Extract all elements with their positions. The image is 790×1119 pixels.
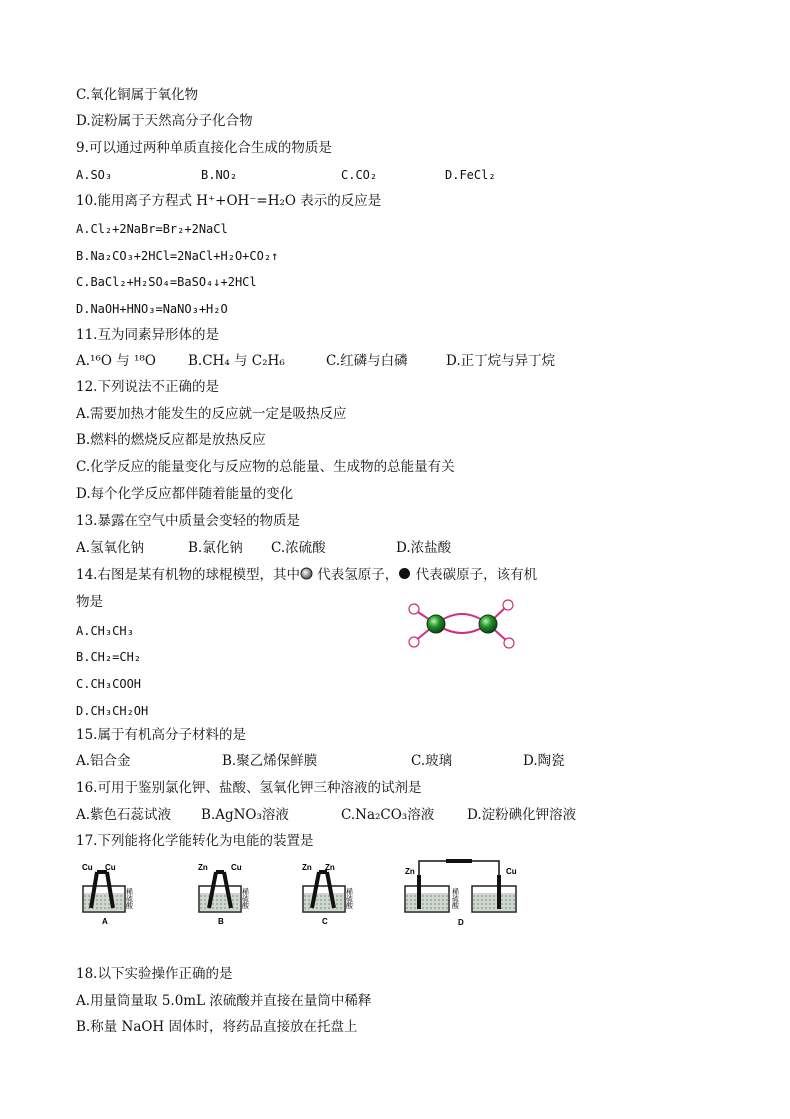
q18-option-a: A.用量筒量取 5.0mL 浓硫酸并直接在量筒中稀释 [76,993,372,1009]
apparatus-a-solution: 稀硫酸 [125,888,133,909]
q10-option-d: D.NaOH+HNO₃=NaNO₃+H₂O [76,302,228,316]
apparatus-a-right-electrode: Cu [105,863,116,872]
apparatus-d-left-electrode: Zn [405,867,415,876]
apparatus-d-solution: 稀硫酸 [451,888,459,909]
q11-option-b: B.CH₄ 与 C₂H₆ [188,353,285,369]
apparatus-d-label: D [458,918,464,927]
q10-option-b: B.Na₂CO₃+2HCl=2NaCl+H₂O+CO₂↑ [76,249,279,263]
q14-stem [76,566,537,585]
q9-option-b: B.NO₂ [201,168,238,182]
q11-stem: 11.互为同素异形体的是 [76,327,219,343]
q18-stem: 18.以下实验操作正确的是 [76,966,233,982]
q11-option-c: C.红磷与白磷 [326,353,408,369]
q14-option-a: A.CH₃CH₃ [76,624,134,638]
apparatus-a-left-electrode: Cu [82,863,93,872]
q14-stem-part3: 代表碳原子，该有机 [411,567,538,583]
q17-stem: 17.下列能将化学能转化为电能的装置是 [76,833,314,849]
hydrogen-atom [409,637,419,647]
q14-stem-part2: 代表氢原子， [312,567,399,583]
q10-stem: 10.能用离子方程式 H⁺+OH⁻=H₂O 表示的反应是 [76,193,382,209]
hydrogen-atom [504,638,514,648]
q8-option-c: C.氧化铜属于氧化物 [76,87,199,103]
hydrogen-atom [409,604,419,614]
q16-option-b: B.AgNO₃溶液 [201,807,289,823]
apparatus-b [196,860,266,928]
q15-option-c: C.玻璃 [411,753,453,769]
apparatus-a-label: A [102,917,108,926]
q10-option-a: A.Cl₂+2NaBr=Br₂+2NaCl [76,222,228,236]
q9-option-a: A.SO₃ [76,168,113,182]
apparatus-c-right-electrode: Zn [325,863,335,872]
q9-option-d: D.FeCl₂ [445,168,496,182]
apparatus-a [80,860,150,928]
apparatus-c-left-electrode: Zn [302,863,312,872]
apparatus-b-left-electrode: Zn [198,863,208,872]
q16-option-d: D.淀粉碘化钾溶液 [467,807,577,823]
q15-option-d: D.陶瓷 [523,753,565,769]
q11-option-d: D.正丁烷与异丁烷 [446,353,556,369]
q14-stem-part1: 14.右图是某有机物的球棍模型，其中 [76,567,300,583]
q14-stem-line2: 物是 [76,594,103,610]
apparatus-c [300,860,370,928]
hydrogen-atom [503,600,513,610]
apparatus-c-label: C [322,917,328,926]
q12-option-c: C.化学反应的能量变化与反应物的总能量、生成物的总能量有关 [76,459,455,475]
q14-option-d: D.CH₃CH₂OH [76,704,149,718]
q13-stem: 13.暴露在空气中质量会变轻的物质是 [76,513,300,529]
apparatus-d-right-electrode: Cu [506,867,517,876]
q13-option-d: D.浓盐酸 [396,540,452,556]
q12-option-a: A.需要加热才能发生的反应就一定是吸热反应 [76,406,347,422]
q8-option-d: D.淀粉属于天然高分子化合物 [76,113,253,129]
apparatus-d [402,855,522,928]
q13-option-c: C.浓硫酸 [271,540,326,556]
q10-option-c: C.BaCl₂+H₂SO₄=BaSO₄↓+2HCl [76,275,257,289]
q16-option-c: C.Na₂CO₃溶液 [341,807,435,823]
q15-option-a: A.铝合金 [76,753,131,769]
q12-option-d: D.每个化学反应都伴随着能量的变化 [76,486,294,502]
apparatus-b-solution: 稀硫酸 [241,888,249,909]
q11-option-a: A.¹⁶O 与 ¹⁸O [76,353,156,369]
q12-stem: 12.下列说法不正确的是 [76,379,219,395]
apparatus-b-right-electrode: Cu [231,863,242,872]
q14-option-c: C.CH₃COOH [76,677,142,691]
q16-option-a: A.紫色石蕊试液 [76,807,172,823]
q15-stem: 15.属于有机高分子材料的是 [76,727,246,743]
q14-option-b: B.CH₂=CH₂ [76,650,142,664]
q16-stem: 16.可用于鉴别氯化钾、盐酸、氢氧化钾三种溶液的试剂是 [76,780,422,796]
carbon-atom-icon [398,567,411,585]
apparatus-b-label: B [218,917,224,926]
q13-option-b: B.氯化钠 [188,540,243,556]
q9-option-c: C.CO₂ [341,168,378,182]
apparatus-c-solution: 稀硫酸 [345,888,353,909]
q15-option-b: B.聚乙烯保鲜膜 [222,753,318,769]
ethylene-ball-stick-model [400,596,520,656]
q9-stem: 9.可以通过两种单质直接化合生成的物质是 [76,140,332,156]
q18-option-b: B.称量 NaOH 固体时，将药品直接放在托盘上 [76,1019,358,1035]
carbon-atom [479,615,497,633]
carbon-atom [427,615,445,633]
hydrogen-atom-icon [300,567,313,585]
q13-option-a: A.氢氧化钠 [76,540,145,556]
q12-option-b: B.燃料的燃烧反应都是放热反应 [76,432,266,448]
